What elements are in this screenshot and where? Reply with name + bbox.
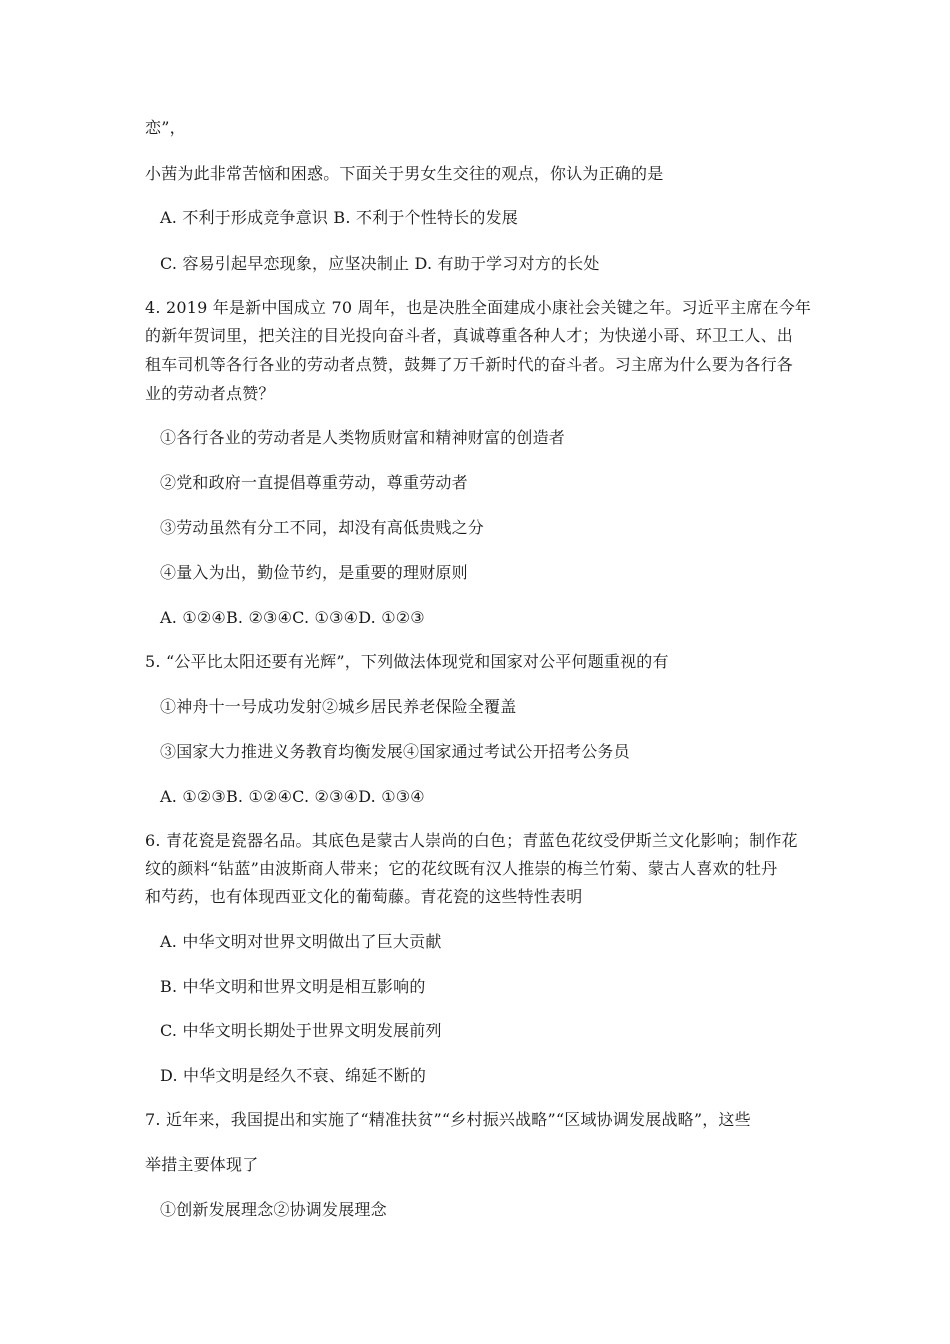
question-6-option-b: B. 中华文明和世界文明是相互影响的	[160, 977, 426, 996]
question-6-option-a: A. 中华文明对世界文明做出了巨大贡献	[160, 932, 442, 951]
question-7-statements-1-2: ①创新发展理念②协调发展理念	[160, 1200, 387, 1219]
question-7-stem-line-1: 7. 近年来，我国提出和实施了“精准扶贫”“乡村振兴战略”“区域协调发展战略”，这些	[145, 1110, 751, 1129]
question-6-stem-line-3: 和芍药，也有体现西亚文化的葡萄藤。青花瓷的这些特性表明	[145, 887, 583, 906]
question-5-stem: 5. “公平比太阳还要有光辉”，下列做法体现党和国家对公平何题重视的有	[145, 652, 669, 671]
question-4-stem-line-3: 租车司机等各行各业的劳动者点赞，鼓舞了万千新时代的奋斗者。习主席为什么要为各行各	[145, 355, 794, 374]
question-7-stem-line-2: 举措主要体现了	[145, 1155, 259, 1174]
question-4-statement-3: ③劳动虽然有分工不同，却没有高低贵贱之分	[160, 518, 485, 537]
question-5-statements-1-2: ①神舟十一号成功发射②城乡居民养老保险全覆盖	[160, 697, 517, 716]
question-4-statement-4: ④量入为出，勤俭节约，是重要的理财原则	[160, 563, 468, 582]
question-3-options-cd: C. 容易引起早恋现象，应坚决制止 D. 有助于学习对方的长处	[160, 254, 600, 273]
question-6-stem-line-1: 6. 青花瓷是瓷器名品。其底色是蒙古人崇尚的白色；青蓝色花纹受伊斯兰文化影响；制作花	[145, 831, 798, 850]
question-4-statement-2: ②党和政府一直提倡尊重劳动，尊重劳动者	[160, 473, 468, 492]
question-4-stem-line-2: 的新年贺词里，把关注的目光投向奋斗者，真诚尊重各种人才；为快递小哥、环卫工人、出	[145, 326, 794, 345]
question-4-options: A. ①②④B. ②③④C. ①③④D. ①②③	[160, 608, 425, 627]
question-6-stem-line-2: 纹的颜料“钻蓝”由波斯商人带来；它的花纹既有汉人推崇的梅兰竹菊、蒙古人喜欢的牡丹	[145, 859, 778, 878]
question-4-stem-line-1: 4. 2019 年是新中国成立 70 周年，也是决胜全面建成小康社会关键之年。习近平主席在今年	[145, 298, 812, 317]
question-5-statements-3-4: ③国家大力推进义务教育均衡发展④国家通过考试公开招考公务员	[160, 742, 630, 761]
question-6-option-d: D. 中华文明是经久不衰、绵延不断的	[160, 1066, 427, 1085]
text-line-continuation: 恋”，	[145, 118, 186, 137]
question-4-stem-line-4: 业的劳动者点赞？	[145, 384, 275, 403]
question-4-statement-1: ①各行各业的劳动者是人类物质财富和精神财富的创造者	[160, 428, 566, 447]
question-5-options: A. ①②③B. ①②④C. ②③④D. ①③④	[160, 787, 425, 806]
question-3-stem: 小茜为此非常苦恼和困惑。下面关于男女生交往的观点，你认为正确的是	[145, 164, 664, 183]
question-3-options-ab: A. 不利于形成竞争意识 B. 不利于个性特长的发展	[160, 208, 518, 227]
question-6-option-c: C. 中华文明长期处于世界文明发展前列	[160, 1021, 442, 1040]
